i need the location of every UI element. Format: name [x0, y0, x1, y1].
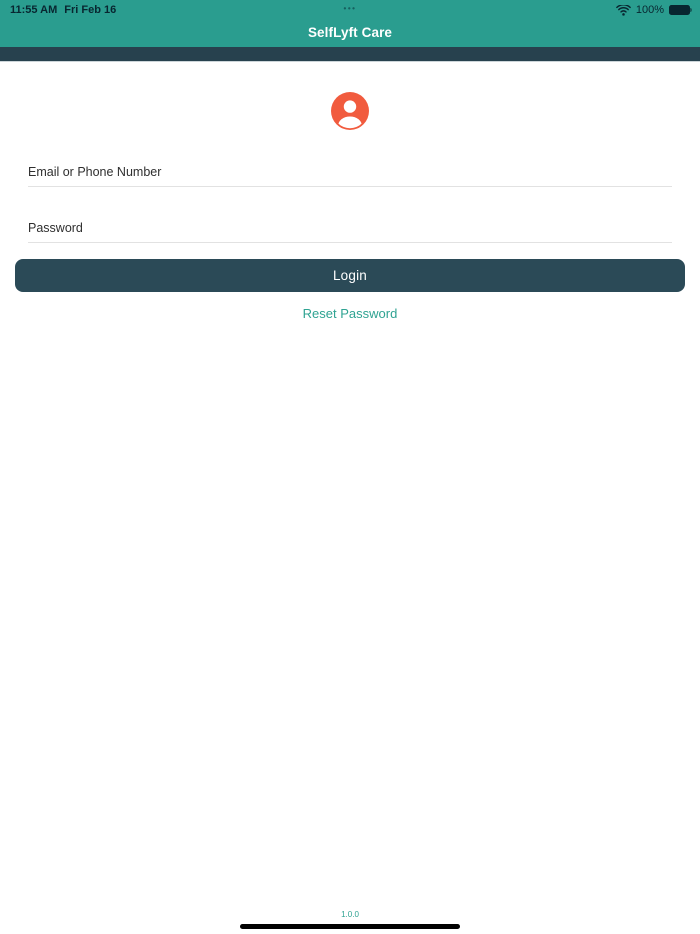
app-version: 1.0.0	[341, 910, 359, 919]
status-left	[10, 4, 116, 16]
header-accent-strip	[0, 47, 700, 62]
reset-password-link[interactable]: Reset Password	[302, 306, 398, 321]
password-field-wrapper	[28, 209, 672, 243]
battery-icon	[669, 5, 690, 15]
password-input[interactable]	[28, 209, 672, 243]
home-indicator[interactable]	[240, 924, 460, 929]
email-input[interactable]	[28, 153, 672, 187]
status-time: 11:55 AM	[10, 4, 58, 16]
login-button[interactable]: Login	[15, 259, 685, 292]
status-bar	[0, 0, 700, 17]
wifi-icon	[616, 5, 631, 16]
person-avatar-icon	[331, 92, 369, 130]
login-form	[0, 92, 700, 321]
status-right	[616, 4, 690, 16]
nav-bar	[0, 17, 700, 47]
status-date: Fri Feb 16	[64, 4, 117, 16]
multitasking-dots-icon: •••	[343, 4, 357, 13]
nav-title: SelfLyft Care	[307, 24, 393, 40]
email-field-wrapper	[28, 153, 672, 187]
battery-percent: 100%	[635, 4, 664, 16]
app-header	[0, 0, 700, 47]
